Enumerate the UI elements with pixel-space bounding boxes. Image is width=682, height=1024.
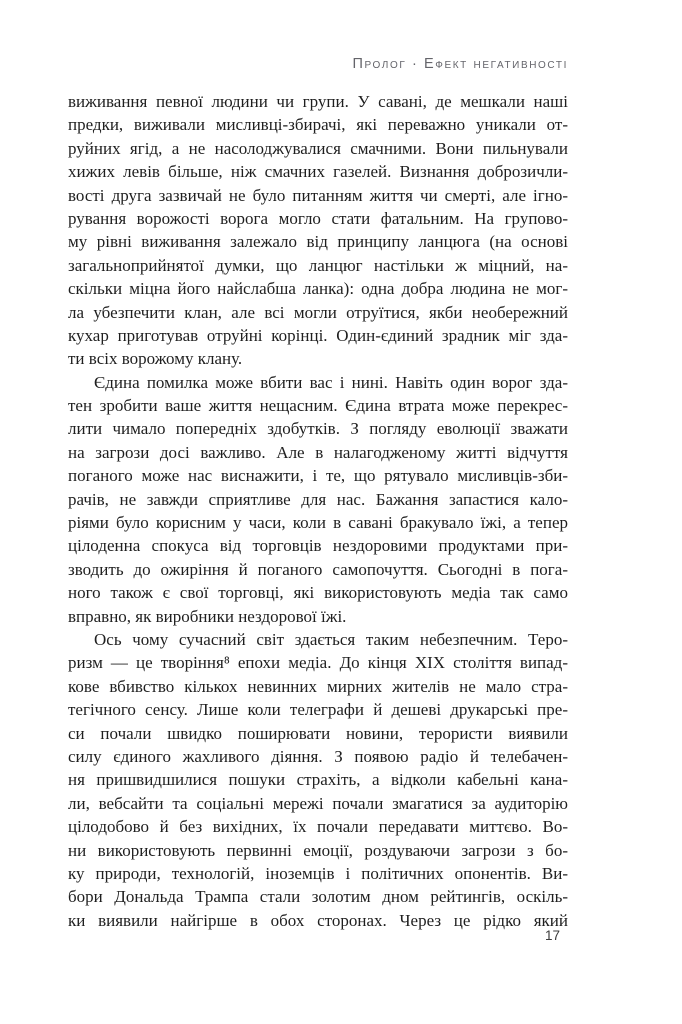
text-line: ризм — це творіння⁸ епохи медіа. До кінця XIX століття випад- xyxy=(68,653,568,673)
text-line: вправно, як виробники нездорової їжі. xyxy=(68,606,347,626)
text-line: му рівні виживання залежало від принципу ланцюга (на основі xyxy=(68,232,568,252)
text-line: кухар приготував отруйні корінці. Один-єдиний зрадник міг зда- xyxy=(68,325,568,345)
text-line: виживання певної людини чи групи. У савані, де мешкали наші xyxy=(68,92,568,111)
text-line: на загрози досі важливо. Але в налагодженому житті відчуття xyxy=(68,442,568,462)
text-line: цілодобово й без вихідних, їх почали передавати миттєво. Во- xyxy=(68,817,568,837)
body-text xyxy=(68,90,568,932)
text-line: ріями було корисним у часи, коли в савані бракувало їжі, а тепер xyxy=(68,513,568,533)
text-line: кове вбивство кількох невинних мирних жителів не мало стра- xyxy=(68,676,568,696)
page-number: 17 xyxy=(544,928,560,943)
text-line: загальноприйнятої думки, що ланцюг настільки ж міцний, на- xyxy=(68,255,568,275)
text-line: тегічного сенсу. Лише коли телеграфи й дешеві друкарські пре- xyxy=(68,700,568,720)
text-line: хижих левів більше, ніж смачних газелей. Визнання доброзичли- xyxy=(68,162,568,182)
text-line: руйних ягід, а не насолоджувалися смачними. Вони пильнували xyxy=(68,138,568,158)
text-line: ку природи, технологій, іноземців і політичних опонентів. Ви- xyxy=(68,863,568,883)
text-line: тен зробити ваше життя нещасним. Єдина втрата може перекрес- xyxy=(68,396,568,416)
text-line: ли, вебсайти та соціальні мережі почали змагатися за аудиторію xyxy=(68,793,568,813)
text-line: бори Дональда Трампа стали золотим дном рейтингів, оскіль- xyxy=(68,887,568,907)
text-line: силу єдиного жахливого діяння. З появою радіо й телебачен- xyxy=(68,746,568,766)
text-line: скільки міцна його найслабша ланка): одна добра людина не мог- xyxy=(68,279,568,299)
text-line: рування ворожості ворога могло стати фатальним. На групово- xyxy=(68,208,568,228)
text-line: ти всіх ворожому клану. xyxy=(68,349,243,369)
text-line: си почали швидко поширювати новини, терористи виявили xyxy=(68,723,568,743)
running-header: Пролог · Ефект негативності xyxy=(352,56,568,72)
text-line: поганого може нас виснажити, і те, що рятувало мисливців-зби- xyxy=(68,466,568,486)
text-line: зводить до ожиріння й поганого самопочуття. Сьогодні в пога- xyxy=(68,559,568,579)
text-line: рачів, не завжди сприятливе для нас. Бажання запастися кало- xyxy=(68,489,568,509)
text-line: ки виявили найгірше в обох сторонах. Через це рідко який xyxy=(68,910,568,930)
text-line: ни використовують первинні емоції, роздуваючи загрози з бо- xyxy=(68,840,568,860)
text-line: лити чимало попередніх здобутків. З погляду еволюції зважати xyxy=(68,419,568,439)
text-line: цілоденна спокуса від торговців нездоровими продуктами при- xyxy=(68,536,568,556)
text-line: Єдина помилка може вбити вас і нині. Навіть один ворог зда- xyxy=(94,372,568,392)
text-line: ного також є свої торговці, які використовують медіа так само xyxy=(68,583,568,603)
text-line: ла убезпечити клан, але всі могли отруїтися, якби необережний xyxy=(68,302,568,322)
text-line: вості друга зазвичай не було питанням життя чи смерті, але ігно- xyxy=(68,185,568,205)
text-line: предки, виживали мисливці-збирачі, які переважно уникали от- xyxy=(68,115,568,135)
text-line: ня пришвидшилися пошуки страхіть, а відколи кабельні кана- xyxy=(68,770,568,790)
text-line: Ось чому сучасний світ здається таким небезпечним. Теро- xyxy=(94,629,568,649)
